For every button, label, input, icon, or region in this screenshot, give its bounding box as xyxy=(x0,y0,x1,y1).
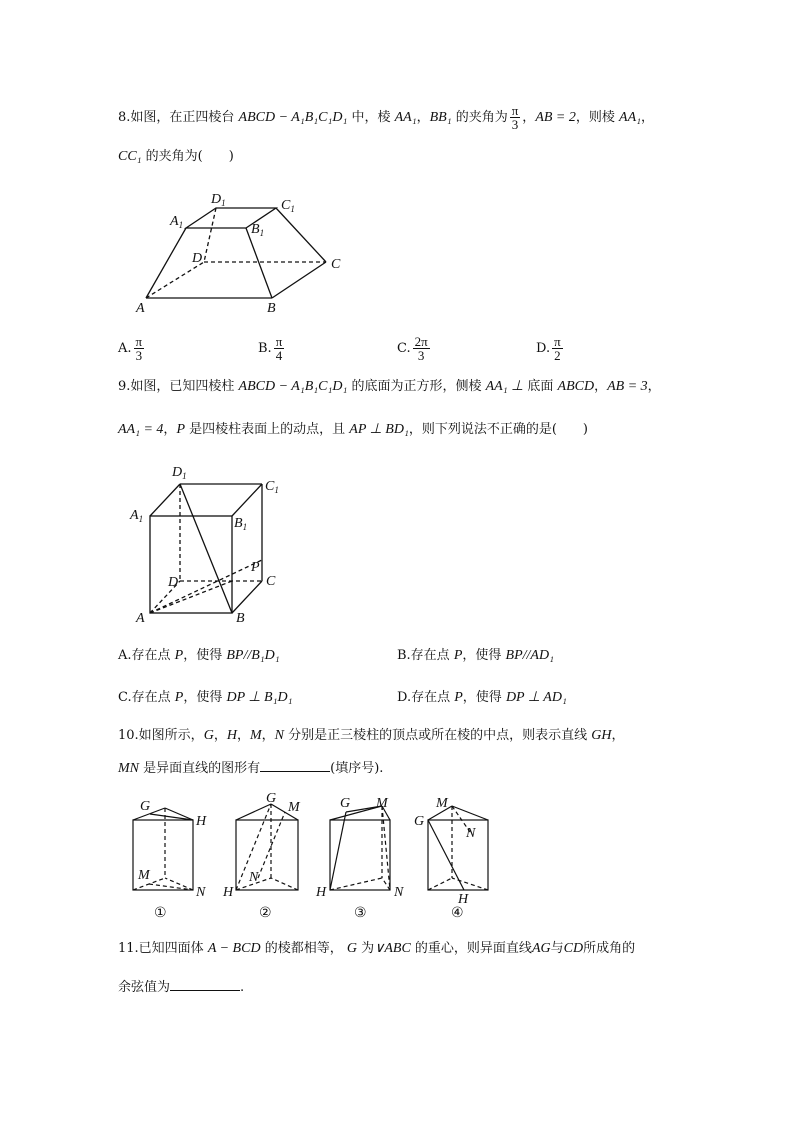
q9-perp-expr: AA₁ ⊥ xyxy=(485,379,524,394)
q8-text: ， xyxy=(641,110,655,125)
q8-label-a: A xyxy=(136,301,145,316)
q10-fig3-number: ③ xyxy=(354,905,367,921)
q10-fig4-label-n: N xyxy=(466,826,476,841)
q8-edge-bb1: BB₁ xyxy=(429,110,452,125)
q9-base: ABCD xyxy=(557,379,595,394)
q9-label-b: B xyxy=(236,611,245,626)
q8-label-b1: $B_1$ xyxy=(251,222,265,238)
q8-option-a[interactable]: A. $\frac{\pi}{3}$ xyxy=(118,334,143,363)
q10-fig3-label-g: G xyxy=(340,796,351,811)
q8-text: ， xyxy=(522,110,536,125)
q10-fig2-label-g: G xyxy=(266,791,277,806)
q10-fig3-label-m: M xyxy=(376,796,388,811)
q8-frustum-name: ABCD − A₁B₁C₁D₁ xyxy=(238,110,348,125)
q8-option-c[interactable]: C. $\frac{2\pi}{3}$ xyxy=(397,334,428,363)
q10-stem-line1: 10.如图所示，G，H，M，N 分别是正三棱柱的顶点或所在棱的中点，则表示直线 GH， xyxy=(118,728,625,743)
q10-fig2-label-m: M xyxy=(288,800,300,815)
fraction-denominator: 3 xyxy=(511,117,519,132)
q11-stem-line1: 11.已知四面体 A − BCD 的棱都相等， G 为∨ABC 的重心，则异面直线AG与CD所成角的 xyxy=(118,941,636,956)
q9-label-d1: $D_1$ xyxy=(172,465,187,481)
q10-figure-2 xyxy=(236,804,298,890)
q9-label-p: P xyxy=(251,560,260,575)
q8-label-d: D xyxy=(192,251,203,266)
q11-triangle: ∨ABC xyxy=(374,941,411,956)
q10-fig4-number: ④ xyxy=(451,905,464,921)
q9-ab-length: AB = 3 xyxy=(607,379,648,394)
q10-fig3-label-n: N xyxy=(394,885,404,900)
q8-label-c: C xyxy=(331,257,341,272)
q10-fig2-label-h: H xyxy=(223,885,234,900)
q9-label-a1: $A_1$ xyxy=(130,508,144,524)
q8-option-b[interactable]: B. $\frac{\pi}{4}$ xyxy=(258,334,283,363)
q9-option-c[interactable]: C.存在点 P，使得 DP ⊥ B₁D₁ xyxy=(118,690,293,705)
q10-figure-4 xyxy=(428,806,488,890)
q9-option-b[interactable]: B.存在点 P，使得 BP//AD₁ xyxy=(397,648,554,663)
q10-fig1-number: ① xyxy=(154,905,167,921)
q8-label-b: B xyxy=(267,301,276,316)
q10-fig4-label-g: G xyxy=(414,814,425,829)
q10-fig4-label-m: M xyxy=(436,796,448,811)
q10-fig1-label-h: H xyxy=(196,814,207,829)
q9-label-b1: $B_1$ xyxy=(234,516,248,532)
q11-tetrahedron: A − BCD xyxy=(207,941,261,956)
q8-text: 中，棱 xyxy=(347,110,395,125)
q8-edge-aa1: AA₁ xyxy=(619,110,641,125)
q8-edge-aa1: AA₁ xyxy=(394,110,417,125)
q9-label-d: D xyxy=(168,575,179,590)
q10-fig1-label-n: N xyxy=(196,885,206,900)
q10-fig2-label-n: N xyxy=(249,870,259,885)
q8-option-d[interactable]: D. $\frac{\pi}{2}$ xyxy=(536,334,561,363)
q8-text: ， xyxy=(416,110,430,125)
q8-text: 8.如图，在正四棱台 xyxy=(118,110,239,125)
q9-stem-line2: AA₁ = 4，P 是四棱柱表面上的动点，且 AP ⊥ BD₁，则下列说法不正确的是( ) xyxy=(118,422,588,437)
q9-option-a[interactable]: A.存在点 P，使得 BP//B₁D₁ xyxy=(118,648,280,663)
q8-edge-cc1: CC₁ xyxy=(118,149,142,164)
q8-label-c1: $C_1$ xyxy=(281,198,295,214)
q9-label-a: A xyxy=(136,611,145,626)
q10-figure-3 xyxy=(330,806,390,890)
q9-label-c1: $C_1$ xyxy=(265,479,279,495)
q9-aa1-length: AA₁ = 4 xyxy=(118,422,164,437)
fraction-numerator: π xyxy=(511,103,519,118)
q8-text: ，则棱 xyxy=(575,110,620,125)
q8-label-a1: $A_1$ xyxy=(170,214,184,230)
q8-text: 的夹角为 xyxy=(451,110,508,125)
q10-stem-line2: MN 是异面直线的图形有 (填序号). xyxy=(118,757,383,779)
q8-ab-length: AB = 2 xyxy=(535,110,576,125)
q9-option-d[interactable]: D.存在点 P，使得 DP ⊥ AD₁ xyxy=(397,690,567,705)
q10-fig1-label-m: M xyxy=(138,868,150,883)
q9-stem-line1: 9.如图，已知四棱柱 ABCD − A₁B₁C₁D₁ 的底面为正方形，侧棱 AA₁ ⊥ 底面 ABCD，AB = 3， xyxy=(118,379,661,394)
q10-fig3-label-h: H xyxy=(316,885,327,900)
q10-fig1-label-g: G xyxy=(140,799,151,814)
q11-answer-blank[interactable] xyxy=(170,976,240,991)
q8-label-d1: $D_1$ xyxy=(211,192,226,208)
q10-fig2-number: ② xyxy=(259,905,272,921)
q8-text: 的夹角为( ) xyxy=(141,149,234,164)
q10-fig4-label-h: H xyxy=(458,892,469,907)
q9-condition: AP ⊥ BD₁ xyxy=(349,422,409,437)
q9-label-c: C xyxy=(266,574,276,589)
q9-prism-name: ABCD − A₁B₁C₁D₁ xyxy=(238,379,348,394)
q11-stem-line2: 余弦值为 . xyxy=(118,976,244,998)
